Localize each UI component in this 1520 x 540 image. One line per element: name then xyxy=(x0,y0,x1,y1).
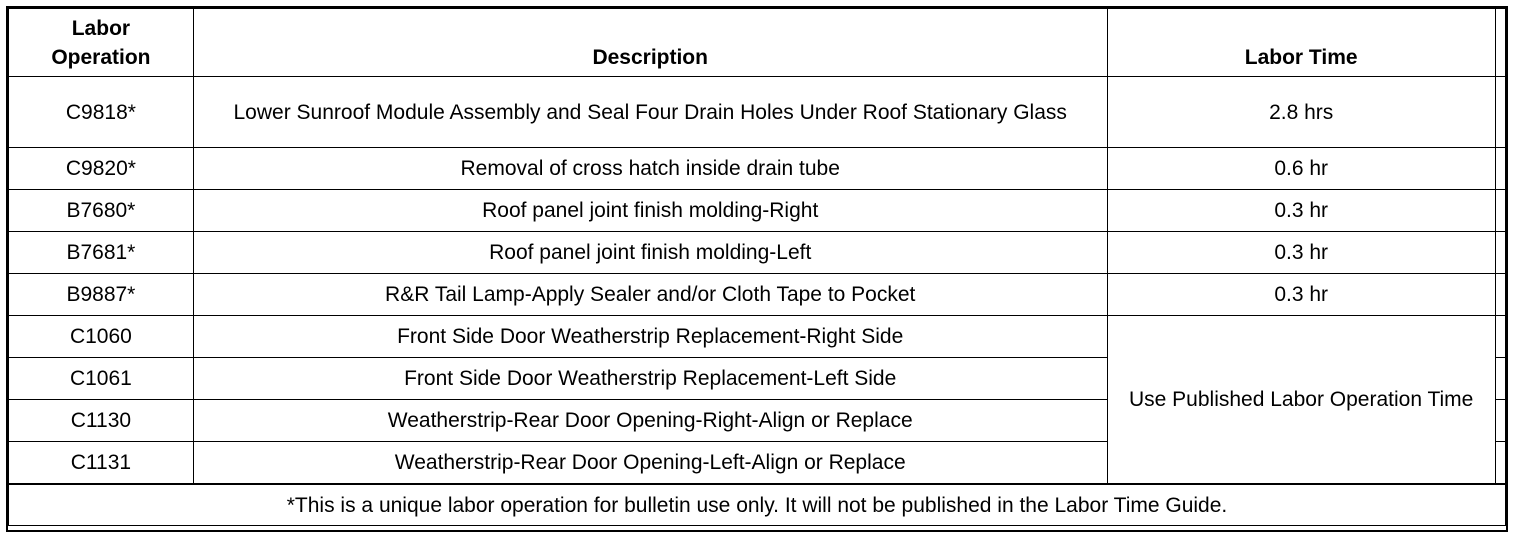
edge-cell xyxy=(1495,316,1505,358)
edge-cell xyxy=(1495,190,1505,232)
edge-cell xyxy=(1495,442,1505,485)
header-description: Description xyxy=(193,9,1107,77)
edge-cell xyxy=(1495,358,1505,400)
edge-cell xyxy=(1495,400,1505,442)
table-row xyxy=(9,190,1506,232)
operation-cell: C9820* xyxy=(9,148,194,190)
description-cell: Weatherstrip-Rear Door Opening-Right-Align or Replace xyxy=(193,400,1107,442)
description-cell: Front Side Door Weatherstrip Replacement-Right Side xyxy=(193,316,1107,358)
table-row xyxy=(9,148,1506,190)
table-row xyxy=(9,77,1506,148)
header-labor-time: Labor Time xyxy=(1107,9,1495,77)
table-row xyxy=(9,274,1506,316)
operation-cell: C1060 xyxy=(9,316,194,358)
footnote: *This is a unique labor operation for bulletin use only. It will not be published in the Labor Time Guide. xyxy=(9,484,1506,526)
description-cell: R&R Tail Lamp-Apply Sealer and/or Cloth Tape to Pocket xyxy=(193,274,1107,316)
operation-cell: C1061 xyxy=(9,358,194,400)
operation-cell: B7681* xyxy=(9,232,194,274)
table-row xyxy=(9,316,1506,358)
labor-time-cell: 0.3 hr xyxy=(1107,190,1495,232)
description-cell: Removal of cross hatch inside drain tube xyxy=(193,148,1107,190)
footnote-row xyxy=(9,484,1506,526)
labor-operations-table-frame xyxy=(6,6,1508,532)
operation-cell: C1130 xyxy=(9,400,194,442)
merged-labor-time-cell: Use Published Labor Operation Time xyxy=(1107,316,1495,485)
operation-cell: B9887* xyxy=(9,274,194,316)
edge-cell xyxy=(1495,77,1505,148)
edge-cell xyxy=(1495,274,1505,316)
table-header-row xyxy=(9,9,1506,77)
labor-time-cell: 2.8 hrs xyxy=(1107,77,1495,148)
description-cell: Roof panel joint finish molding-Right xyxy=(193,190,1107,232)
labor-time-cell: 0.3 hr xyxy=(1107,274,1495,316)
labor-time-cell: 0.3 hr xyxy=(1107,232,1495,274)
description-cell: Weatherstrip-Rear Door Opening-Left-Align or Replace xyxy=(193,442,1107,485)
edge-cell xyxy=(1495,148,1505,190)
header-labor-operation-line2: Operation xyxy=(51,46,151,69)
labor-operations-table xyxy=(8,8,1506,526)
operation-cell: C1131 xyxy=(9,442,194,485)
table-row xyxy=(9,232,1506,274)
header-labor-operation xyxy=(9,9,194,77)
operation-cell: C9818* xyxy=(9,77,194,148)
labor-time-cell: 0.6 hr xyxy=(1107,148,1495,190)
header-labor-operation-line1: Labor xyxy=(71,17,131,40)
description-cell: Roof panel joint finish molding-Left xyxy=(193,232,1107,274)
edge-cell xyxy=(1495,232,1505,274)
header-edge-cell xyxy=(1495,9,1505,77)
description-cell: Front Side Door Weatherstrip Replacement-Left Side xyxy=(193,358,1107,400)
operation-cell: B7680* xyxy=(9,190,194,232)
description-cell: Lower Sunroof Module Assembly and Seal Four Drain Holes Under Roof Stationary Glass xyxy=(193,77,1107,148)
